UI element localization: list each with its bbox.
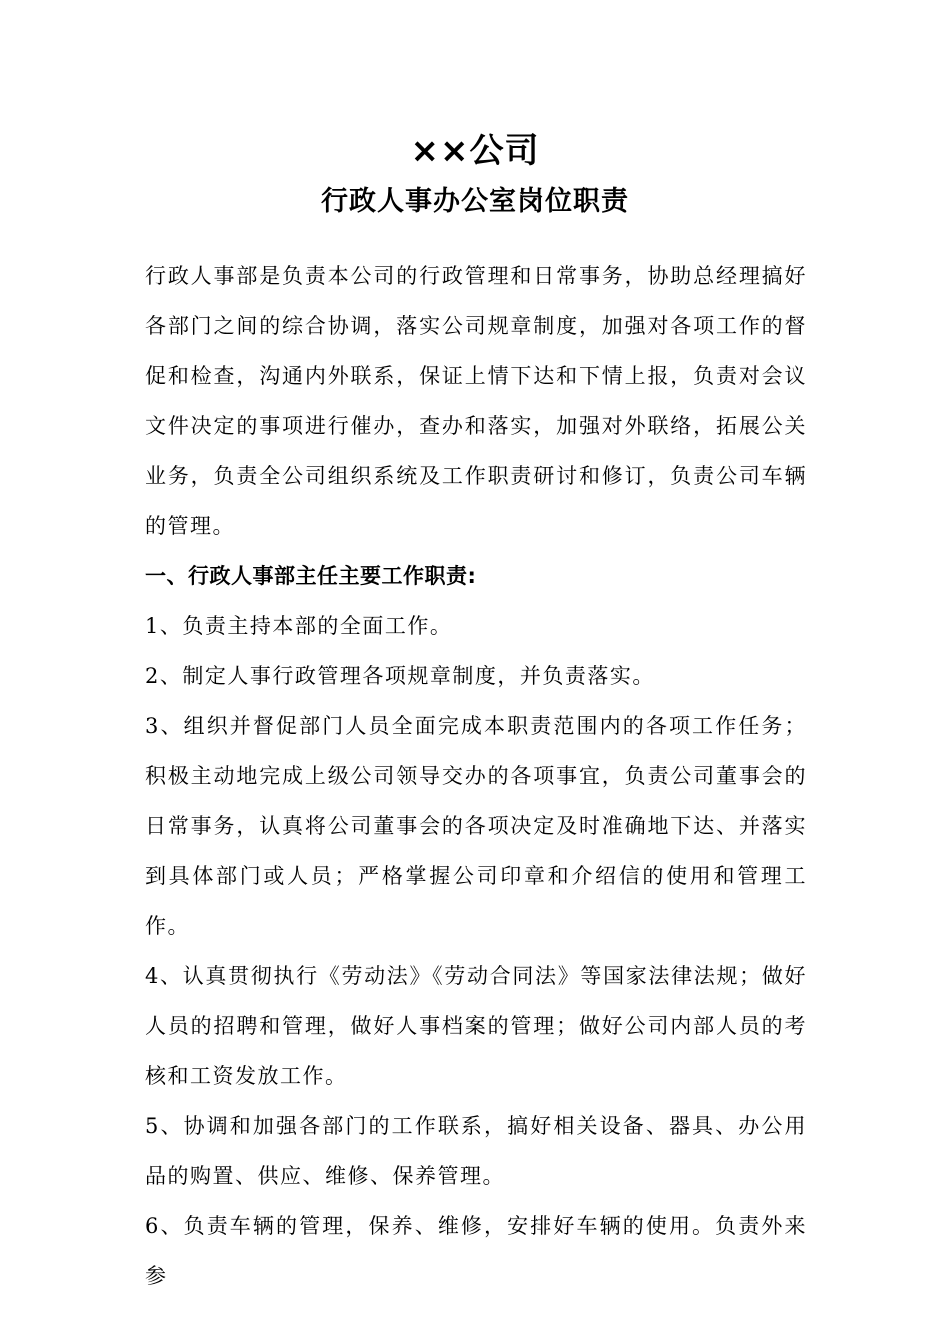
- duty-item-2: 2、制定人事行政管理各项规章制度，并负责落实。: [145, 664, 655, 688]
- duty-item-1: 1、负责主持本部的全面工作。: [145, 614, 453, 638]
- section-heading: 一、行政人事部主任主要工作职责:: [145, 564, 477, 588]
- document-title: ××公司: [410, 131, 540, 171]
- duty-item-5: 5、协调和加强各部门的工作联系，搞好相关设备、器具、办公用品的购置、供应、维修、保养管理。: [145, 1114, 807, 1188]
- duty-item-4: 4、认真贯彻执行《劳动法》《劳动合同法》等国家法律法规；做好人员的招聘和管理，做好人事档案的管理；做好公司内部人员的考核和工资发放工作。: [145, 964, 807, 1088]
- intro-paragraph: 行政人事部是负责本公司的行政管理和日常事务，协助总经理搞好各部门之间的综合协调，落实公司规章制度，加强对各项工作的督促和检查，沟通内外联系，保证上情下达和下情上报，负责对会议文件决定的事项进行催办，查办和落实，加强对外联络，拓展公关业务，负责全公司组织系统及工作职责研讨和修订，负责公司车辆的管理。: [145, 264, 807, 538]
- document-subtitle: 行政人事办公室岗位职责: [321, 186, 629, 217]
- duty-item-6: 6、负责车辆的管理，保养、维修，安排好车辆的使用。负责外来参: [145, 1214, 807, 1288]
- document-body: [145, 251, 807, 1301]
- duty-item-3: 3、组织并督促部门人员全面完成本职责范围内的各项工作任务；积极主动地完成上级公司领导交办的各项事宜，负责公司董事会的日常事务，认真将公司董事会的各项决定及时准确地下达、并落实到具体部门或人员；严格掌握公司印章和介绍信的使用和管理工作。: [145, 714, 807, 938]
